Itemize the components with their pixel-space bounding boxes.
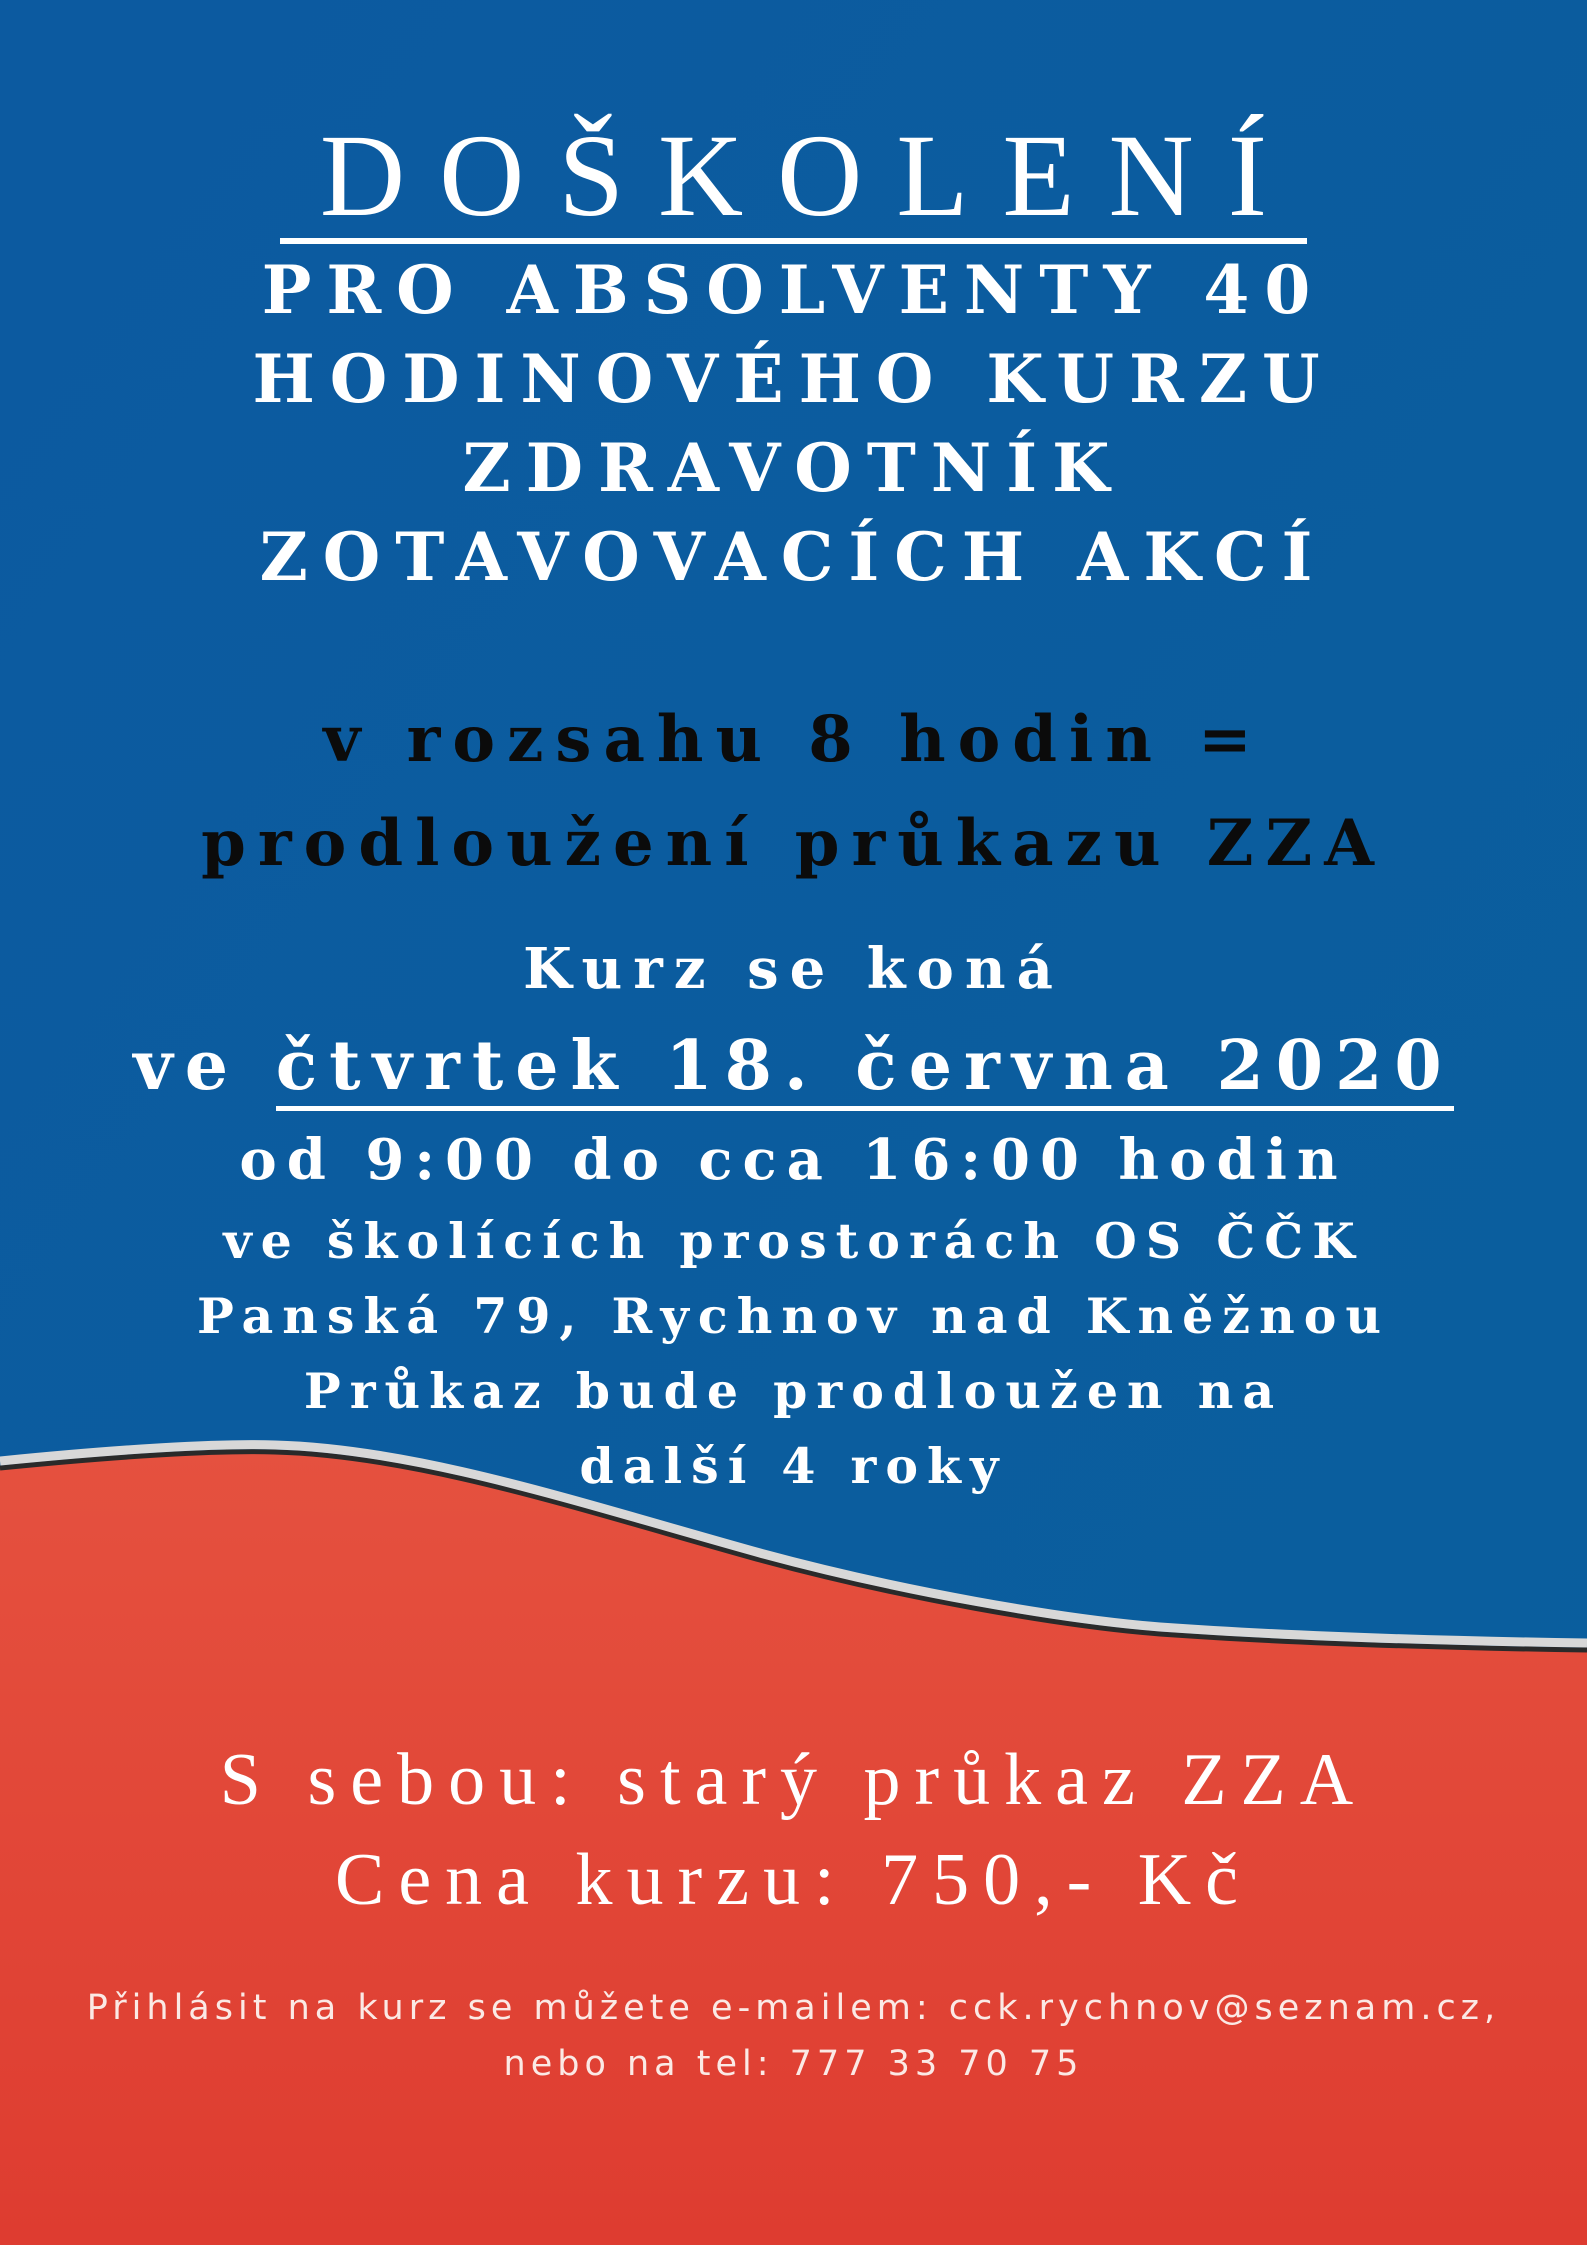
- contact-line: Přihlásit na kurz se můžete e-mailem: cck.rychnov@seznam.cz,: [86, 1988, 1501, 2028]
- location-line: Průkaz bude prodloužen na: [303, 1362, 1284, 1420]
- subtitle-block: [0, 246, 1587, 602]
- poster-title-text: DOŠKOLENÍ: [280, 114, 1307, 244]
- subtitle-line: HODINOVÉHO KURZU: [252, 340, 1335, 418]
- location-line: ve školících prostorách OS ČČK: [223, 1212, 1364, 1270]
- contact-block: [0, 1980, 1587, 2092]
- course-date: čtvrtek 18. června 2020: [276, 1026, 1454, 1111]
- course-date-prefix: ve: [133, 1026, 241, 1106]
- scope-line: v rozsahu 8 hodin =: [323, 702, 1264, 777]
- contact-line: nebo na tel: 777 33 70 75: [503, 2044, 1084, 2084]
- bring-line: S sebou: starý průkaz ZZA: [219, 1739, 1368, 1821]
- requirements-block: [0, 1730, 1587, 1930]
- course-intro: Kurz se koná: [523, 936, 1064, 1002]
- location-line: Panská 79, Rychnov nad Kněžnou: [196, 1287, 1391, 1345]
- subtitle-line: ZDRAVOTNÍK: [462, 429, 1125, 507]
- course-time: od 9:00 do cca 16:00 hodin: [239, 1127, 1348, 1193]
- scope-line: prodloužení průkazu ZZA: [201, 806, 1386, 881]
- location-block: [0, 1204, 1587, 1504]
- scope-block: [0, 688, 1587, 896]
- course-date-line: [0, 1016, 1587, 1116]
- subtitle-line: PRO ABSOLVENTY 40: [261, 251, 1326, 329]
- poster-title: [0, 108, 1587, 244]
- subtitle-line: ZOTAVOVACÍCH AKCÍ: [259, 518, 1328, 596]
- location-line: další 4 roky: [579, 1437, 1008, 1495]
- price-line: Cena kurzu: 750,- Kč: [334, 1839, 1253, 1921]
